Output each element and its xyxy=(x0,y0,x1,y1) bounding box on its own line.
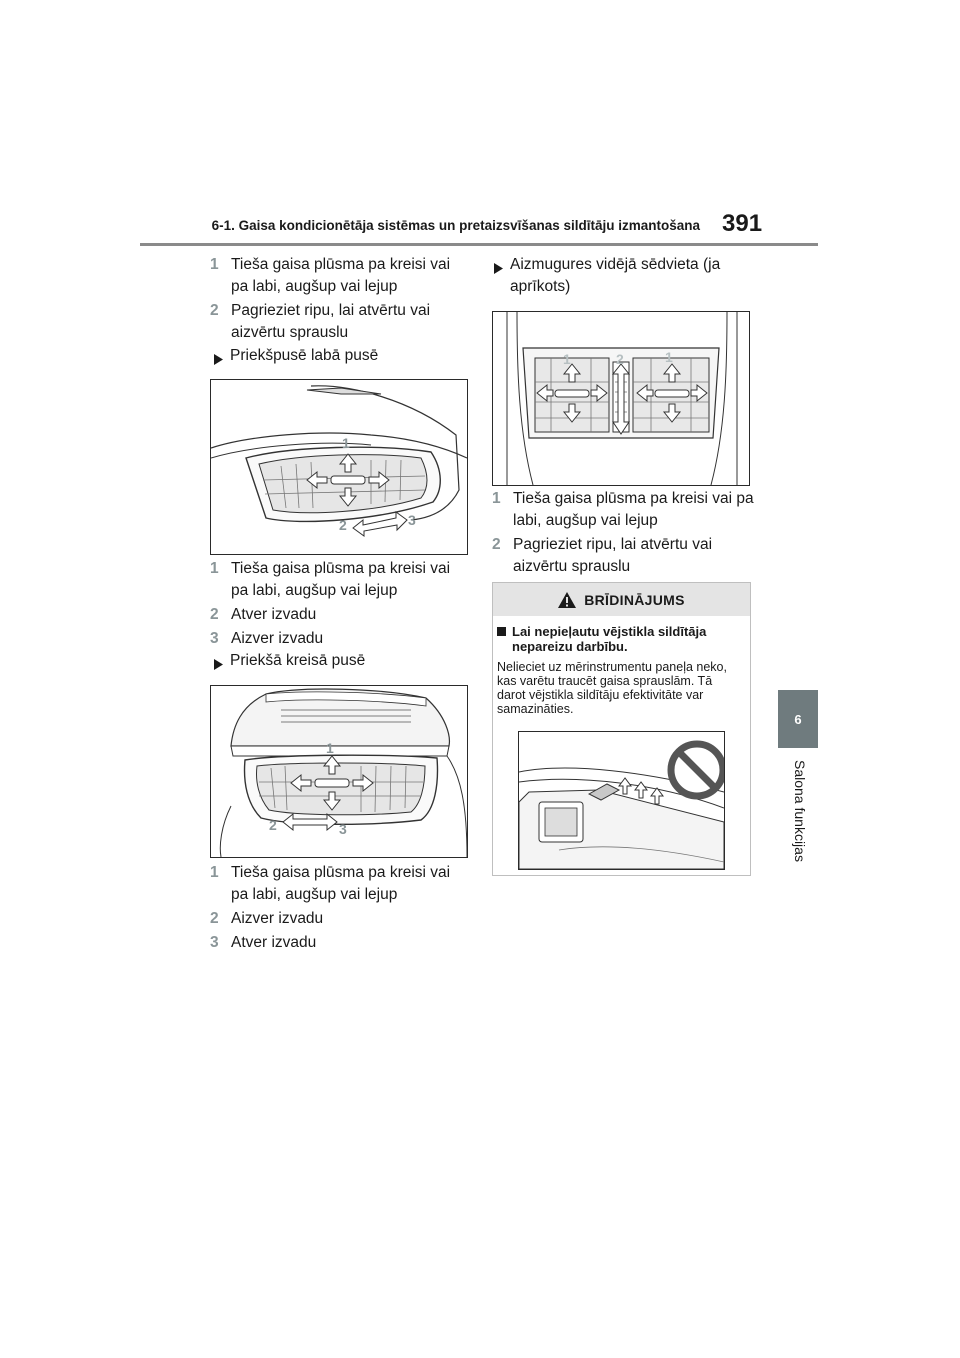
rear-center-vent-figure xyxy=(492,311,750,486)
step-number: 2 xyxy=(210,910,219,927)
figure-callout: 2 xyxy=(269,817,277,833)
step-number: 2 xyxy=(210,606,219,623)
rear-center-heading xyxy=(494,254,744,298)
step-text: Aizver izvadu xyxy=(231,630,324,647)
step-text: Tieša gaisa plūsma pa kreisi vai pa labi, augšup vai lejup xyxy=(513,490,754,529)
step-item xyxy=(210,558,470,602)
rear-center-steps xyxy=(492,488,754,580)
step-item xyxy=(210,908,470,930)
figure-callout: 2 xyxy=(616,351,624,367)
figure-callout: 3 xyxy=(339,821,347,837)
figure-callout: 2 xyxy=(339,517,347,533)
step-text: Tieša gaisa plūsma pa kreisi vai pa labi, augšup vai lejup xyxy=(231,864,451,903)
step-number: 1 xyxy=(210,256,219,273)
step-item xyxy=(210,604,470,626)
warning-header xyxy=(493,583,750,616)
step-number: 1 xyxy=(492,490,501,507)
triangle-bullet-icon xyxy=(214,345,230,372)
step-item xyxy=(210,254,470,298)
step-item xyxy=(210,300,470,344)
figure-callout: 1 xyxy=(342,435,350,451)
figure-callout: 1 xyxy=(665,349,673,365)
step-text: Pagrieziet ripu, lai atvērtu vai aizvērtu sprauslu xyxy=(513,536,713,575)
front-right-steps xyxy=(210,558,470,652)
heading-text: Priekšā kreisā pusē xyxy=(230,652,366,669)
heading-text: Priekšpusē labā pusē xyxy=(230,347,379,364)
header-divider xyxy=(140,243,818,246)
front-right-heading xyxy=(214,345,464,372)
intro-steps xyxy=(210,254,470,346)
warning-body: Nelieciet uz mērinstrumentu paneļa neko, kas varētu traucēt gaisa sprauslām. Tā darot vējstikla sildītāju efektivitāte var samazināties. xyxy=(497,660,727,716)
dashboard-obstruction-figure xyxy=(518,731,725,870)
step-item xyxy=(210,862,470,906)
front-left-heading xyxy=(214,650,464,677)
square-bullet-icon xyxy=(497,627,506,636)
warning-subtitle-row xyxy=(493,616,750,654)
step-text: Atver izvadu xyxy=(231,934,317,951)
front-left-steps xyxy=(210,862,470,956)
warning-box xyxy=(492,582,751,876)
warning-title: BRĪDINĀJUMS xyxy=(584,591,685,608)
step-number: 3 xyxy=(210,630,219,647)
step-item xyxy=(492,488,754,532)
chapter-tab: 6 xyxy=(778,690,818,748)
step-item xyxy=(492,534,754,578)
step-text: Tieša gaisa plūsma pa kreisi vai pa labi, augšup vai lejup xyxy=(231,560,451,599)
step-number: 2 xyxy=(492,536,501,553)
step-number: 2 xyxy=(210,302,219,319)
warning-subtitle: Lai nepieļautu vējstikla sildītāja nepareizu darbību. xyxy=(512,624,707,654)
page-number: 391 xyxy=(722,210,763,237)
step-number: 1 xyxy=(210,864,219,881)
figure-callout: 1 xyxy=(563,351,571,367)
figure-callout: 1 xyxy=(326,740,334,756)
step-text: Aizver izvadu xyxy=(231,910,324,927)
prohibited-icon xyxy=(671,744,723,796)
front-right-vent-figure xyxy=(210,379,468,555)
chapter-label: Salona funkcijas xyxy=(792,760,808,862)
step-text: Tieša gaisa plūsma pa kreisi vai pa labi, augšup vai lejup xyxy=(231,256,451,295)
step-item xyxy=(210,628,470,650)
heading-text: Aizmugures vidējā sēdvieta (ja aprīkots) xyxy=(510,256,721,295)
step-item xyxy=(210,932,470,954)
section-title: 6-1. Gaisa kondicionētāja sistēmas un pretaizsvīšanas sildītāju izmantošana xyxy=(211,218,700,233)
figure-callout: 3 xyxy=(408,512,416,528)
step-text: Atver izvadu xyxy=(231,606,317,623)
triangle-bullet-icon xyxy=(494,254,510,281)
front-left-vent-figure xyxy=(210,685,468,858)
step-text: Pagrieziet ripu, lai atvērtu vai aizvērtu sprauslu xyxy=(231,302,431,341)
triangle-bullet-icon xyxy=(214,650,230,677)
warning-icon xyxy=(558,592,576,608)
step-number: 1 xyxy=(210,560,219,577)
step-number: 3 xyxy=(210,934,219,951)
